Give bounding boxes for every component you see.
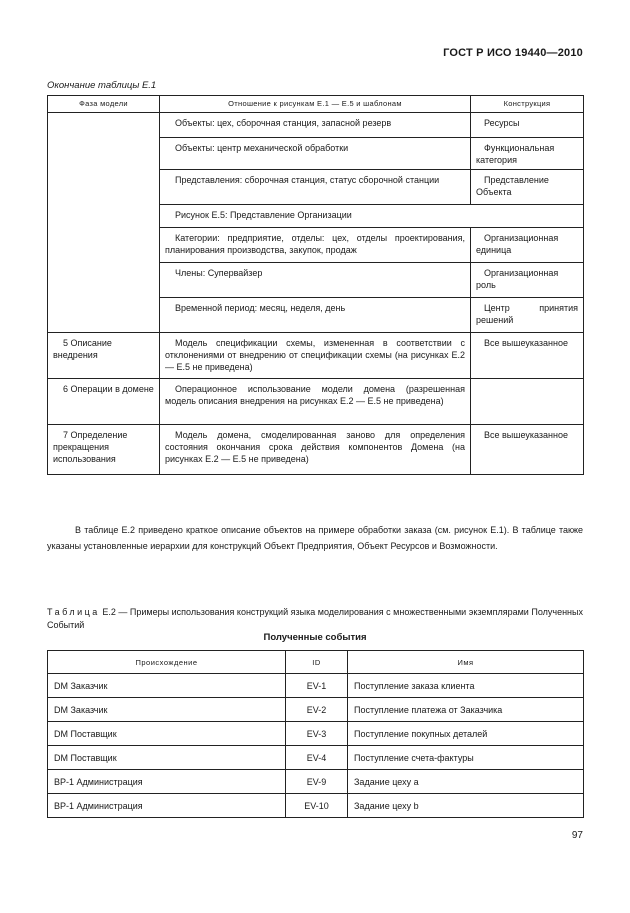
origin-cell: DM Поставщик xyxy=(48,746,286,770)
origin-cell: BP-1 Администрация xyxy=(48,770,286,794)
construct-cell: Представление Объекта xyxy=(471,170,584,205)
table2-caption xyxy=(47,606,583,632)
table-row xyxy=(48,770,584,794)
id-cell: EV-4 xyxy=(286,746,348,770)
construct-cell: Функциональная категория xyxy=(471,138,584,170)
name-cell: Поступление покупных деталей xyxy=(348,722,584,746)
table-header-row xyxy=(48,96,584,113)
table-row xyxy=(48,794,584,818)
id-cell: EV-9 xyxy=(286,770,348,794)
table-e1-end xyxy=(47,95,584,475)
column-header-name: Имя xyxy=(348,651,584,674)
phase-cell: 6 Операции в домене xyxy=(48,379,160,425)
origin-cell: DM Заказчик xyxy=(48,674,286,698)
table-row xyxy=(48,379,584,425)
table-row xyxy=(48,698,584,722)
name-cell: Поступление платежа от Заказчика xyxy=(348,698,584,722)
name-cell: Задание цеху а xyxy=(348,770,584,794)
name-cell: Поступление счета-фактуры xyxy=(348,746,584,770)
relation-cell: Модель домена, смоделированная заново для определения состояния окончания срока действия компонентов Домена (на рисунках Е.2 — Е.5 не приведена) xyxy=(160,425,471,475)
relation-cell: Модель спецификации схемы, измененная в соответствии с отклонениями от внедрению от спецификации схемы (на рисунках Е.2 — Е.5 не приведена) xyxy=(160,333,471,379)
name-cell: Задание цеху b xyxy=(348,794,584,818)
id-cell: EV-3 xyxy=(286,722,348,746)
table2-subtitle: Полученные события xyxy=(263,632,367,643)
column-header-relation: Отношение к рисункам Е.1 — Е.5 и шаблонам xyxy=(160,96,471,113)
table-row xyxy=(48,722,584,746)
table-row xyxy=(48,674,584,698)
id-cell: EV-2 xyxy=(286,698,348,722)
id-cell: EV-10 xyxy=(286,794,348,818)
construct-cell: Все вышеуказанное xyxy=(471,425,584,475)
name-cell: Поступление заказа клиента xyxy=(348,674,584,698)
phase-cell: 5 Описание внедрения xyxy=(48,333,160,379)
column-header-origin: Происхождение xyxy=(48,651,286,674)
phase-cell: 7 Определение прекращения использования xyxy=(48,425,160,475)
table-row xyxy=(48,333,584,379)
relation-cell: Операционное использование модели домена (разрешенная модель описания внедрения на рисунках Е.2 — Е.5 не приведена) xyxy=(160,379,471,425)
table-e2 xyxy=(47,650,584,818)
relation-cell: Представления: сборочная станция, статус сборочной станции xyxy=(160,170,471,205)
table-header-row xyxy=(48,651,584,674)
relation-cell: Члены: Супервайзер xyxy=(160,263,471,298)
figure-note-cell: Рисунок Е.5: Представление Организации xyxy=(160,205,584,228)
phase-cell-empty xyxy=(48,113,160,333)
construct-cell: Организационная единица xyxy=(471,228,584,263)
origin-cell: DM Заказчик xyxy=(48,698,286,722)
construct-cell: Все вышеуказанное xyxy=(471,333,584,379)
construct-cell: Организационная роль xyxy=(471,263,584,298)
relation-cell: Категории: предприятие, отделы: цех, отделы проектирования, планирования производства, закупок, продаж xyxy=(160,228,471,263)
column-header-id: ID xyxy=(286,651,348,674)
body-paragraph: В таблице Е.2 приведено краткое описание объектов на примере обработки заказа (см. рисунок Е.1). В таблице также указаны установленные иерархии для конструкций Объект Предприятия, Объект Ресурсов и Возможности. xyxy=(47,525,583,551)
column-header-construct: Конструкция xyxy=(471,96,584,113)
construct-cell: Центр принятия решений xyxy=(471,298,584,333)
standard-header: ГОСТ Р ИСО 19440—2010 xyxy=(443,47,583,59)
relation-cell: Временной период: месяц, неделя, день xyxy=(160,298,471,333)
column-header-phase: Фаза модели xyxy=(48,96,160,113)
table-row xyxy=(48,113,584,138)
table2-caption-text: Е.2 — Примеры использования конструкций языка моделирования с множественными экземплярами Полученных Событий xyxy=(47,607,583,630)
page-number: 97 xyxy=(571,830,583,841)
relation-cell: Объекты: центр механической обработки xyxy=(160,138,471,170)
origin-cell: DM Поставщик xyxy=(48,722,286,746)
table1-caption: Окончание таблицы Е.1 xyxy=(47,80,157,91)
construct-cell: Ресурсы xyxy=(471,113,584,138)
id-cell: EV-1 xyxy=(286,674,348,698)
table2-caption-label: Таблица xyxy=(47,607,100,617)
construct-cell xyxy=(471,379,584,425)
relation-cell: Объекты: цех, сборочная станция, запасной резерв xyxy=(160,113,471,138)
table-row xyxy=(48,746,584,770)
table-row xyxy=(48,425,584,475)
origin-cell: BP-1 Администрация xyxy=(48,794,286,818)
